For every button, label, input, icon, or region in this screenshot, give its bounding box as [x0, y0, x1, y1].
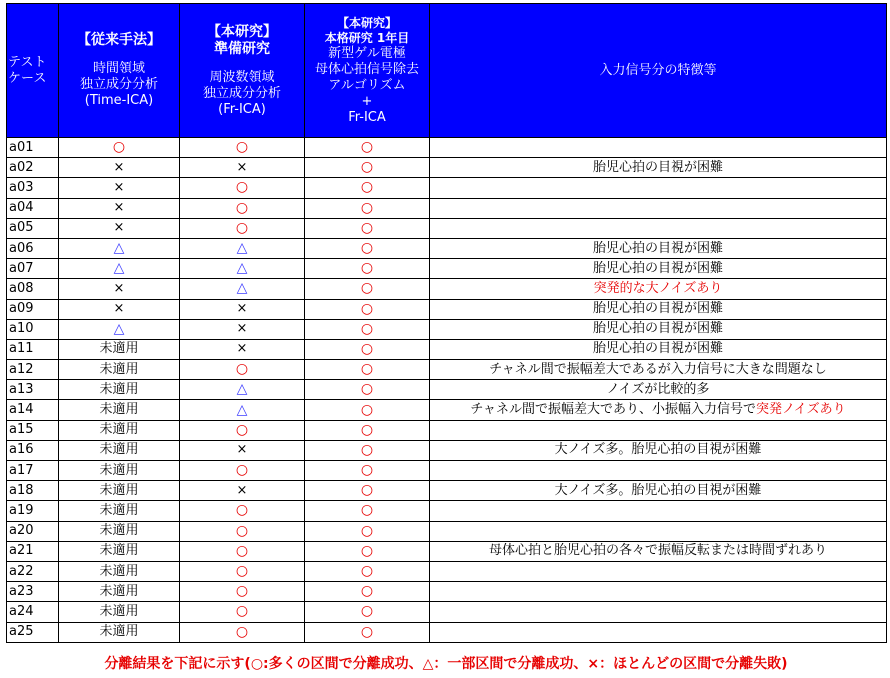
header-new-method-title2: 本格研究 1年目	[324, 30, 410, 45]
header-fr-ica	[180, 4, 305, 138]
header-time-ica-line2: 独立成分分析	[79, 77, 158, 92]
case-id: a18	[7, 481, 59, 501]
table-row	[7, 218, 887, 238]
failure-mark: ×	[113, 200, 125, 216]
result-cell-2	[180, 178, 305, 198]
result-cell-2	[180, 561, 305, 581]
result-cell-2	[180, 622, 305, 642]
table-row	[7, 319, 887, 339]
table-row	[7, 360, 887, 380]
success-mark: ○	[235, 522, 249, 539]
header-features-label: 入力信号分の特徴等	[599, 62, 717, 78]
feature-note	[430, 218, 887, 238]
result-cell-2	[180, 521, 305, 541]
result-cell-1	[59, 178, 180, 198]
success-mark: ○	[360, 300, 374, 317]
table-row	[7, 602, 887, 622]
result-cell-3	[305, 602, 430, 622]
result-cell-3	[305, 561, 430, 581]
feature-note	[430, 461, 887, 481]
header-new-method-line4: +	[361, 93, 373, 109]
table-row	[7, 501, 887, 521]
not-applied-label: 未適用	[99, 341, 139, 357]
result-cell-3	[305, 481, 430, 501]
legend-note: 分離結果を下記に示す(○:多くの区間で分離成功、△：一部区間で分離成功、×：ほとんどの区間で分離失敗)	[104, 656, 788, 672]
case-id: a12	[7, 360, 59, 380]
success-mark: ○	[360, 462, 374, 479]
feature-note	[430, 400, 887, 420]
result-cell-2	[180, 602, 305, 622]
not-applied-label: 未適用	[99, 502, 139, 518]
success-mark: ○	[360, 179, 374, 196]
result-cell-3	[305, 279, 430, 299]
result-cell-3	[305, 319, 430, 339]
result-cell-2	[180, 481, 305, 501]
feature-note	[430, 339, 887, 359]
result-cell-2	[180, 218, 305, 238]
header-time-ica-title: 【従来手法】	[77, 32, 161, 48]
not-applied-label: 未適用	[99, 603, 139, 619]
feature-note	[430, 259, 887, 279]
result-cell-1	[59, 561, 180, 581]
result-cell-1	[59, 622, 180, 642]
result-cell-1	[59, 602, 180, 622]
success-mark: ○	[360, 260, 374, 277]
feature-note	[430, 279, 887, 299]
header-new-method-line3: アルゴリズム	[328, 77, 406, 93]
success-mark: ○	[360, 280, 374, 297]
header-new-method-title1: 【本研究】	[336, 15, 397, 30]
case-id: a23	[7, 582, 59, 602]
result-cell-2	[180, 420, 305, 440]
result-cell-1	[59, 461, 180, 481]
feature-note	[430, 178, 887, 198]
result-cell-3	[305, 158, 430, 178]
result-cell-2	[180, 158, 305, 178]
header-new-method-line2: 母体心拍信号除去	[314, 61, 419, 77]
table-row	[7, 420, 887, 440]
feature-note	[430, 521, 887, 541]
case-id: a17	[7, 461, 59, 481]
feature-note	[430, 622, 887, 642]
result-cell-2	[180, 582, 305, 602]
result-cell-3	[305, 521, 430, 541]
feature-note	[430, 238, 887, 258]
feature-note-text: 大ノイズ多。胎児心拍の目視が困難	[554, 442, 762, 458]
table-row	[7, 138, 887, 158]
success-mark: ○	[360, 583, 374, 600]
table-row	[7, 238, 887, 258]
partial-mark: △	[236, 280, 248, 297]
result-cell-2	[180, 198, 305, 218]
failure-mark: ×	[113, 179, 125, 195]
result-cell-3	[305, 440, 430, 460]
table-row	[7, 299, 887, 319]
header-features	[430, 4, 887, 138]
feature-note-text: ノイズが比較的多	[606, 381, 710, 397]
partial-mark: △	[113, 260, 125, 277]
header-new-method-line1: 新型ゲル電極	[328, 45, 406, 61]
result-cell-3	[305, 380, 430, 400]
success-mark: ○	[235, 603, 249, 620]
header-new-method	[305, 4, 430, 138]
result-cell-2	[180, 259, 305, 279]
success-mark: ○	[360, 240, 374, 257]
result-cell-2	[180, 299, 305, 319]
success-mark: ○	[360, 623, 374, 640]
result-cell-1	[59, 501, 180, 521]
feature-note	[430, 602, 887, 622]
result-cell-3	[305, 178, 430, 198]
success-mark: ○	[360, 340, 374, 357]
feature-note	[430, 319, 887, 339]
not-applied-label: 未適用	[99, 422, 139, 438]
result-cell-3	[305, 461, 430, 481]
result-cell-2	[180, 461, 305, 481]
table-row	[7, 380, 887, 400]
failure-mark: ×	[236, 301, 248, 317]
header-test-case-line2: ケース	[8, 70, 47, 86]
table-row	[7, 440, 887, 460]
table-row	[7, 279, 887, 299]
result-cell-1	[59, 138, 180, 158]
success-mark: ○	[235, 563, 249, 580]
feature-note-text: チャネル間で振幅差大であるが入力信号に大きな問題なし	[489, 361, 827, 377]
case-id: a01	[7, 138, 59, 158]
result-cell-3	[305, 622, 430, 642]
feature-note-text: 胎児心拍の目視が困難	[592, 301, 723, 317]
not-applied-label: 未適用	[99, 543, 139, 559]
feature-note-text: 胎児心拍の目視が困難	[592, 341, 723, 357]
case-id: a20	[7, 521, 59, 541]
feature-note	[430, 380, 887, 400]
result-cell-3	[305, 582, 430, 602]
success-mark: ○	[235, 623, 249, 640]
partial-mark: △	[113, 240, 125, 257]
results-table	[6, 3, 887, 643]
header-test-case-line1: テスト	[8, 54, 47, 70]
success-mark: ○	[235, 361, 249, 378]
failure-mark: ×	[113, 301, 125, 317]
case-id: a07	[7, 259, 59, 279]
result-cell-1	[59, 238, 180, 258]
feature-note-highlight: 突発的な大ノイズあり	[593, 280, 723, 296]
success-mark: ○	[360, 542, 374, 559]
success-mark: ○	[360, 603, 374, 620]
header-fr-ica-line3: (Fr-ICA)	[218, 101, 266, 117]
feature-note-highlight: 突発ノイズあり	[755, 402, 846, 418]
result-cell-3	[305, 541, 430, 561]
success-mark: ○	[360, 441, 374, 458]
case-id: a16	[7, 440, 59, 460]
header-time-ica-line1: 時間領域	[92, 61, 145, 76]
case-id: a11	[7, 339, 59, 359]
success-mark: ○	[360, 199, 374, 216]
feature-note	[430, 420, 887, 440]
result-cell-1	[59, 158, 180, 178]
success-mark: ○	[235, 219, 249, 236]
table-row	[7, 481, 887, 501]
success-mark: ○	[235, 462, 249, 479]
header-row	[7, 4, 887, 138]
partial-mark: △	[236, 240, 248, 257]
success-mark: ○	[360, 502, 374, 519]
table-row	[7, 259, 887, 279]
result-cell-3	[305, 299, 430, 319]
result-cell-2	[180, 360, 305, 380]
success-mark: ○	[235, 179, 249, 196]
not-applied-label: 未適用	[99, 462, 139, 478]
feature-note	[430, 198, 887, 218]
case-id: a10	[7, 319, 59, 339]
success-mark: ○	[360, 320, 374, 337]
success-mark: ○	[360, 401, 374, 418]
feature-note-text: 胎児心拍の目視が困難	[592, 260, 723, 276]
not-applied-label: 未適用	[99, 402, 139, 418]
feature-note-text: チャネル間で振幅差大であり、小振幅入力信号で	[470, 402, 756, 418]
case-id: a24	[7, 602, 59, 622]
success-mark: ○	[235, 421, 249, 438]
feature-note-text: 母体心拍と胎児心拍の各々で振幅反転または時間ずれあり	[488, 543, 827, 559]
success-mark: ○	[112, 139, 126, 156]
case-id: a06	[7, 238, 59, 258]
case-id: a15	[7, 420, 59, 440]
result-cell-2	[180, 138, 305, 158]
result-cell-1	[59, 440, 180, 460]
result-cell-1	[59, 299, 180, 319]
results-table-body	[7, 138, 887, 643]
feature-note-text: 胎児心拍の目視が困難	[592, 240, 723, 256]
case-id: a21	[7, 541, 59, 561]
success-mark: ○	[360, 421, 374, 438]
feature-note-text: 大ノイズ多。胎児心拍の目視が困難	[554, 482, 762, 498]
feature-note	[430, 360, 887, 380]
not-applied-label: 未適用	[99, 583, 139, 599]
results-table-container	[6, 3, 886, 643]
feature-note-text: 胎児心拍の目視が困難	[592, 321, 723, 337]
result-cell-1	[59, 319, 180, 339]
success-mark: ○	[235, 542, 249, 559]
result-cell-1	[59, 259, 180, 279]
not-applied-label: 未適用	[99, 361, 139, 377]
partial-mark: △	[113, 320, 125, 337]
success-mark: ○	[360, 219, 374, 236]
case-id: a04	[7, 198, 59, 218]
success-mark: ○	[360, 159, 374, 176]
header-new-method-line5: Fr-ICA	[348, 109, 386, 125]
table-row	[7, 541, 887, 561]
not-applied-label: 未適用	[99, 563, 139, 579]
result-cell-1	[59, 541, 180, 561]
not-applied-label: 未適用	[99, 442, 139, 458]
success-mark: ○	[360, 139, 374, 156]
result-cell-2	[180, 380, 305, 400]
case-id: a13	[7, 380, 59, 400]
table-row	[7, 561, 887, 581]
not-applied-label: 未適用	[99, 381, 139, 397]
not-applied-label: 未適用	[99, 523, 139, 539]
result-cell-2	[180, 279, 305, 299]
result-cell-1	[59, 420, 180, 440]
header-test-case	[7, 4, 59, 138]
result-cell-3	[305, 198, 430, 218]
failure-mark: ×	[113, 280, 125, 296]
table-row	[7, 400, 887, 420]
result-cell-1	[59, 279, 180, 299]
result-cell-1	[59, 360, 180, 380]
case-id: a02	[7, 158, 59, 178]
result-cell-1	[59, 339, 180, 359]
feature-note	[430, 501, 887, 521]
result-cell-2	[180, 400, 305, 420]
success-mark: ○	[360, 563, 374, 580]
feature-note-text: 胎児心拍の目視が困難	[592, 159, 723, 175]
result-cell-1	[59, 380, 180, 400]
success-mark: ○	[360, 522, 374, 539]
result-cell-3	[305, 138, 430, 158]
feature-note	[430, 541, 887, 561]
table-row	[7, 339, 887, 359]
failure-mark: ×	[236, 482, 248, 498]
table-row	[7, 158, 887, 178]
header-time-ica	[59, 4, 180, 138]
feature-note	[430, 481, 887, 501]
result-cell-3	[305, 339, 430, 359]
case-id: a03	[7, 178, 59, 198]
result-cell-1	[59, 521, 180, 541]
result-cell-3	[305, 420, 430, 440]
feature-note	[430, 561, 887, 581]
success-mark: ○	[360, 482, 374, 499]
header-fr-ica-title2: 準備研究	[214, 40, 270, 57]
case-id: a22	[7, 561, 59, 581]
result-cell-1	[59, 582, 180, 602]
result-cell-3	[305, 218, 430, 238]
header-fr-ica-line1: 周波数領域	[209, 69, 275, 85]
feature-note	[430, 582, 887, 602]
case-id: a05	[7, 218, 59, 238]
success-mark: ○	[235, 199, 249, 216]
result-cell-1	[59, 198, 180, 218]
feature-note	[430, 158, 887, 178]
result-cell-1	[59, 481, 180, 501]
success-mark: ○	[360, 381, 374, 398]
not-applied-label: 未適用	[99, 624, 139, 640]
result-cell-3	[305, 259, 430, 279]
case-id: a19	[7, 501, 59, 521]
failure-mark: ×	[236, 442, 248, 458]
result-cell-2	[180, 440, 305, 460]
result-cell-3	[305, 501, 430, 521]
success-mark: ○	[235, 502, 249, 519]
feature-note	[430, 299, 887, 319]
success-mark: ○	[235, 139, 249, 156]
feature-note	[430, 138, 887, 158]
failure-mark: ×	[236, 341, 248, 357]
failure-mark: ×	[113, 159, 125, 175]
table-row	[7, 178, 887, 198]
failure-mark: ×	[236, 321, 248, 337]
header-fr-ica-title1: 【本研究】	[207, 23, 277, 40]
feature-note	[430, 440, 887, 460]
result-cell-1	[59, 218, 180, 238]
failure-mark: ×	[113, 220, 125, 236]
table-row	[7, 198, 887, 218]
table-row	[7, 582, 887, 602]
table-row	[7, 461, 887, 481]
partial-mark: △	[236, 401, 248, 418]
case-id: a25	[7, 622, 59, 642]
not-applied-label: 未適用	[99, 482, 139, 498]
partial-mark: △	[236, 260, 248, 277]
result-cell-2	[180, 319, 305, 339]
header-time-ica-line3: (Time-ICA)	[84, 93, 154, 108]
result-cell-3	[305, 360, 430, 380]
result-cell-2	[180, 501, 305, 521]
failure-mark: ×	[236, 159, 248, 175]
result-cell-2	[180, 339, 305, 359]
result-cell-3	[305, 400, 430, 420]
case-id: a09	[7, 299, 59, 319]
case-id: a08	[7, 279, 59, 299]
result-cell-3	[305, 238, 430, 258]
success-mark: ○	[235, 583, 249, 600]
result-cell-1	[59, 400, 180, 420]
case-id: a14	[7, 400, 59, 420]
success-mark: ○	[360, 361, 374, 378]
result-cell-2	[180, 238, 305, 258]
result-cell-2	[180, 541, 305, 561]
partial-mark: △	[236, 381, 248, 398]
header-fr-ica-line2: 独立成分分析	[202, 85, 281, 101]
table-row	[7, 521, 887, 541]
table-row	[7, 622, 887, 642]
